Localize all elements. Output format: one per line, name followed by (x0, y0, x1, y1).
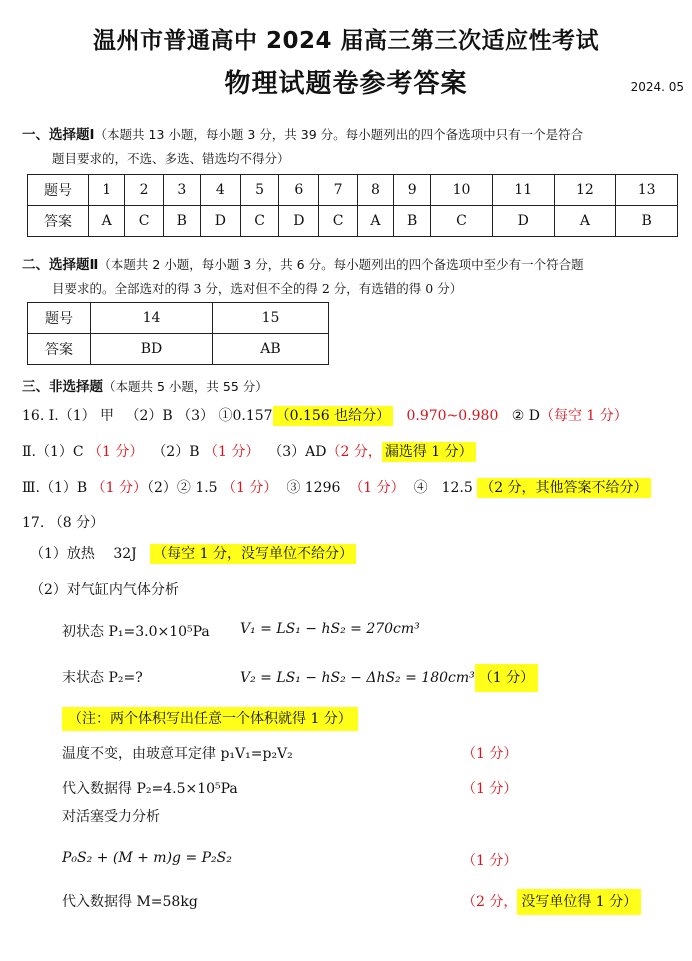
q17-boyle-law: 温度不变，由玻意耳定律 p₁V₁=p₂V₂ (62, 746, 293, 762)
q17-note (62, 708, 358, 728)
q17-part2: （2）对气缸内气体分析 (30, 582, 179, 598)
table-row-questions (28, 175, 678, 206)
section2-heading (22, 253, 584, 273)
q16-l1-range: 0.970~0.980 (406, 408, 499, 424)
question-number-cell: 14 (91, 303, 213, 334)
q17-force-score: （1 分） (462, 853, 518, 869)
question-number-cell: 3 (163, 175, 200, 206)
q16-l3-d: ④ 12.5 (413, 480, 473, 496)
question-number-cell: 9 (394, 175, 431, 206)
q16-l1-prefix: 16. Ⅰ.（1） 甲 （2）B （3） ①0.157 (22, 408, 273, 424)
section2-title: 二、选择题Ⅱ (22, 257, 99, 273)
q17-initial-volume-eq: V₁ = LS₁ − hS₂ = 270cm³ (240, 621, 420, 637)
question-number-cell: 2 (125, 175, 163, 206)
q17-final-volume (240, 667, 538, 687)
q17-final-state: 末状态 P₂=? (62, 670, 143, 686)
q17-part1-text: （1）放热 32J (30, 546, 137, 562)
answer-cell: A (357, 206, 393, 237)
q16-l2-c: （3）AD (268, 444, 327, 460)
answer-cell: B (163, 206, 200, 237)
row-label-questions: 题号 (28, 175, 89, 206)
row-label-answers: 答案 (28, 206, 89, 237)
q16-l3-d-highlight: （2 分，其他答案不给分） (477, 478, 650, 498)
document-date: 2024. 05 (630, 80, 684, 94)
question-number-cell: 4 (200, 175, 240, 206)
q16-l3-a: Ⅲ.（1）B (22, 480, 88, 496)
q17-force-equation: P₀S₂ + (M + m)g = P₂S₂ (62, 850, 232, 866)
answer-cell: B (616, 206, 678, 237)
question-number-cell: 6 (279, 175, 319, 206)
question-number-cell: 13 (616, 175, 678, 206)
q16-l2-b: （2）B (152, 444, 200, 460)
q16-line1 (22, 405, 628, 425)
q17-substitute2-highlight: 没写单位得 1 分） (517, 889, 641, 915)
q17-final-highlight: （1 分） (475, 664, 538, 692)
section1-answer-table (27, 174, 678, 237)
q17-substitute1: 代入数据得 P₂=4.5×10⁵Pa (62, 781, 238, 797)
q16-l3-b: （2）② 1.5 (146, 480, 218, 496)
q17-substitute2-score: （2 分， (462, 894, 518, 910)
answer-cell: A (89, 206, 125, 237)
q17-final-volume-eq: V₂ = LS₁ − hS₂ − ΔhS₂ = 180cm³ (240, 670, 475, 686)
section1-desc-line2: 题目要求的，不选、多选、错选均不得分） (52, 151, 290, 166)
q17-initial-state: 初状态 P₁=3.0×10⁵Pa (62, 624, 210, 640)
answer-cell: A (554, 206, 616, 237)
q17-piston-analysis: 对活塞受力分析 (62, 809, 160, 825)
q16-l1-score: （每空 1 分） (539, 408, 628, 424)
q17-heading: 17. （8 分） (22, 515, 105, 531)
q16-l3-c: ③ 1296 (286, 480, 341, 496)
question-number-cell: 5 (240, 175, 278, 206)
row-label-answers: 答案 (28, 334, 91, 365)
question-number-cell: 12 (554, 175, 616, 206)
answer-cell: C (125, 206, 163, 237)
section3-desc: （本题共 5 小题，共 55 分） (103, 379, 268, 394)
q16-l3-a-score: （1 分） (91, 480, 147, 496)
section2-desc-line1: （本题共 2 小题，每小题 3 分，共 6 分。每小题列出的四个备选项中至少有一个符合题 (98, 257, 584, 272)
q16-l2-c-highlight: 漏选得 1 分） (382, 442, 476, 462)
answer-cell: AB (213, 334, 329, 365)
q16-l2-c-score: （2 分， (326, 444, 382, 460)
section1-desc-line1: （本题共 13 小题，每小题 3 分，共 39 分。每小题列出的四个备选项中只有一个是符合 (94, 127, 584, 142)
q17-note-highlight: （注：两个体积写出任意一个体积就得 1 分） (62, 707, 358, 731)
answer-cell: B (394, 206, 431, 237)
table-row-answers (28, 334, 329, 365)
section3-title: 三、非选择题 (22, 379, 103, 395)
q16-l2-b-score: （1 分） (203, 444, 260, 460)
question-number-cell: 11 (492, 175, 554, 206)
section2-answer-table (27, 302, 329, 365)
q16-l2-a-score: （1 分） (88, 444, 144, 460)
table-row-questions (28, 303, 329, 334)
q16-l1-mid: ② D (511, 408, 540, 424)
q17-substitute2-scoring (462, 891, 641, 911)
document-title: 温州市普通高中 2024 届高三第三次适应性考试 (92, 28, 600, 54)
q17-substitute2: 代入数据得 M=58kg (62, 894, 198, 910)
q16-l3-b-score: （1 分） (222, 480, 278, 496)
section2-desc-line2: 目要求的。全部选对的得 3 分，选对但不全的得 2 分，有选错的得 0 分） (52, 281, 463, 296)
q16-line2 (22, 441, 476, 461)
q16-l3-c-score: （1 分） (349, 480, 405, 496)
section3-heading (22, 375, 268, 395)
q17-part1-highlight: （每空 1 分，没写单位不给分） (150, 544, 356, 564)
q17-boyle-score: （1 分） (462, 746, 518, 762)
q16-l2-a: Ⅱ.（1）C (22, 444, 84, 460)
question-number-cell: 1 (89, 175, 125, 206)
answer-cell: D (492, 206, 554, 237)
answer-cell: D (279, 206, 319, 237)
answer-cell: C (240, 206, 278, 237)
q17-part1 (30, 543, 356, 563)
answer-cell: C (431, 206, 493, 237)
section1-heading (22, 123, 583, 143)
question-number-cell: 7 (319, 175, 357, 206)
q16-line3 (22, 477, 651, 497)
document-subtitle: 物理试题卷参考答案 (224, 69, 468, 99)
table-row-answers (28, 206, 678, 237)
question-number-cell: 10 (431, 175, 493, 206)
answer-cell: D (200, 206, 240, 237)
section1-title: 一、选择题Ⅰ (22, 127, 95, 143)
q17-substitute1-score: （1 分） (462, 781, 518, 797)
row-label-questions: 题号 (28, 303, 91, 334)
answer-cell: C (319, 206, 357, 237)
answer-cell: BD (91, 334, 213, 365)
question-number-cell: 8 (357, 175, 393, 206)
question-number-cell: 15 (213, 303, 329, 334)
q16-l1-highlight: （0.156 也给分） (273, 406, 394, 426)
